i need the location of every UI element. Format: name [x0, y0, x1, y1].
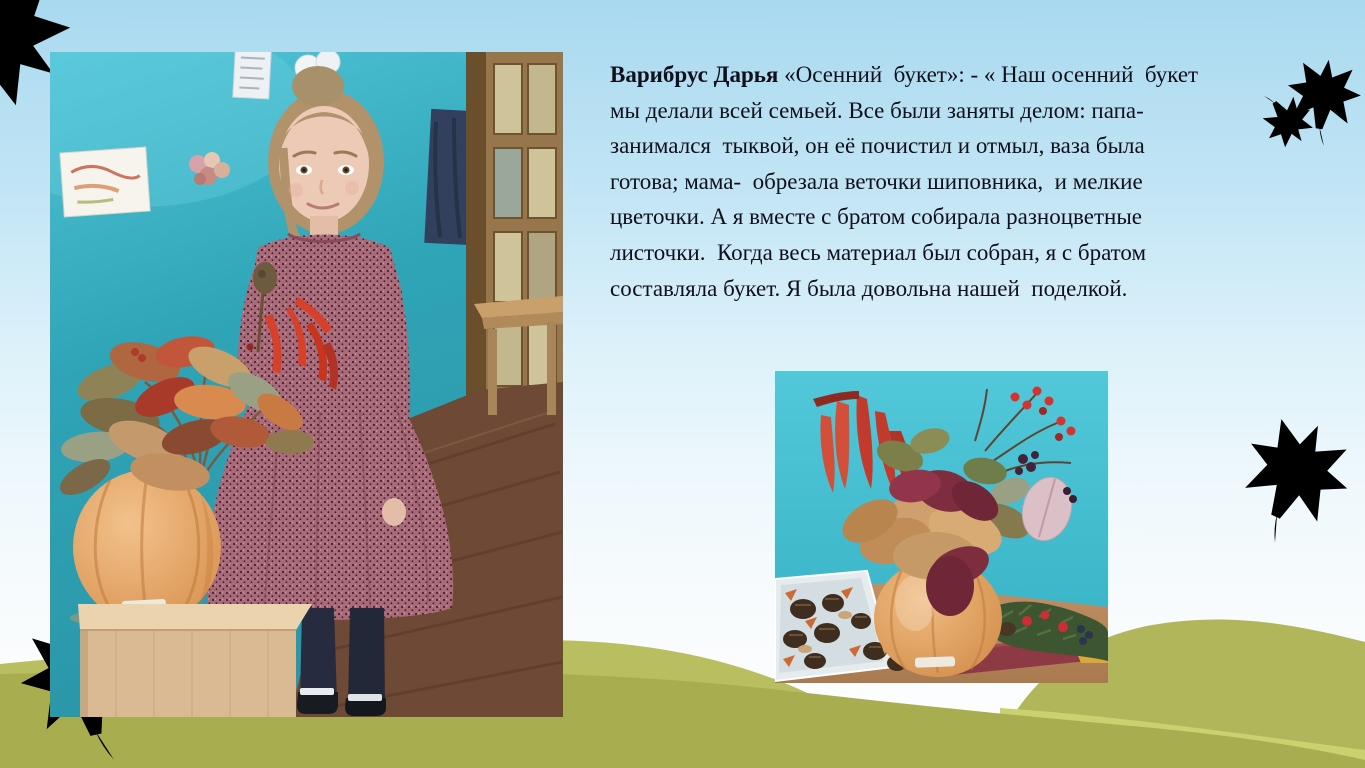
pumpkin-vase-bouquet-photo [775, 371, 1108, 683]
author-name: Варибрус Дарья [610, 62, 779, 87]
story-line: занимался тыквой, он её почистил и отмыл, ваза была [610, 133, 1145, 159]
story-line: мы делали всей семьей. Все были заняты делом: папа- [610, 97, 1144, 123]
girl-with-autumn-bouquet-photo [50, 52, 563, 717]
story-text-block [610, 57, 1300, 306]
story-line: цветочки. А я вместе с братом собирала разноцветные [610, 204, 1142, 230]
story-line: готова; мама- обрезала веточки шиповника, и мелкие [610, 168, 1143, 194]
story-line: составляла букет. Я была довольна нашей поделкой. [610, 275, 1128, 301]
story-line: листочки. Когда весь материал был собран, я с братом [610, 239, 1147, 265]
story-line: Варибрус Дарья «Осенний букет»: - « Наш осенний букет [610, 62, 1199, 87]
